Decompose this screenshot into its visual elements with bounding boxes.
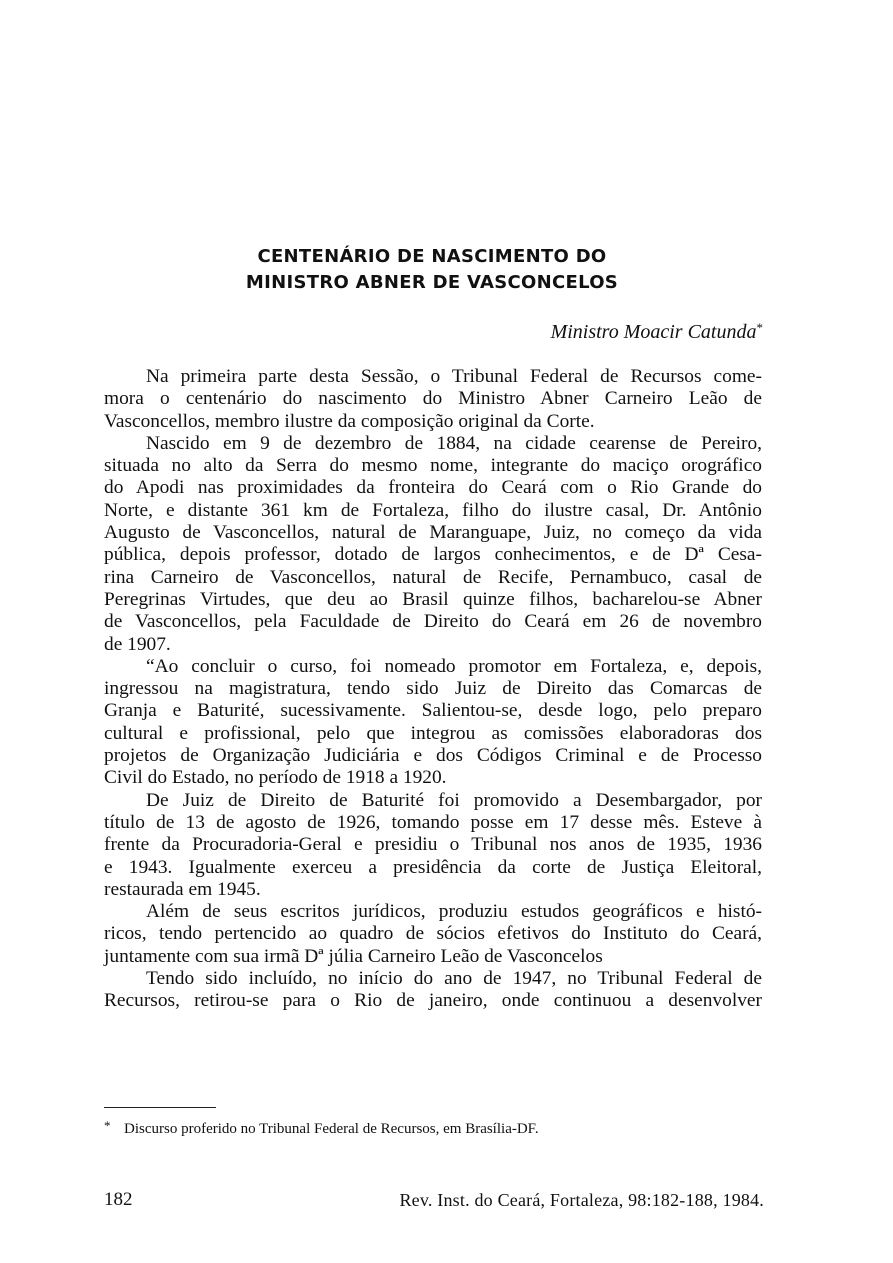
footnote <box>104 1117 539 1138</box>
body-line: Na primeira parte desta Sessão, o Tribunal Federal de Recursos come- <box>146 366 762 387</box>
body-line: do Apodi nas proximidades da fronteira do Ceará com o Rio Grande do <box>104 477 762 499</box>
body-line: Recursos, retirou-se para o Rio de janeiro, onde continuou a desenvolver <box>104 990 762 1012</box>
body-line: de Vasconcellos, pela Faculdade de Direito do Ceará em 26 de novembro <box>104 611 762 633</box>
body-line: frente da Procuradoria-Geral e presidiu o Tribunal nos anos de 1935, 1936 <box>104 834 762 856</box>
body-line: Norte, e distante 361 km de Fortaleza, filho do ilustre casal, Dr. Antônio <box>104 499 762 521</box>
body-line: Além de seus escritos jurídicos, produziu estudos geográficos e histó- <box>146 901 762 923</box>
body-line: Nascido em 9 de dezembro de 1884, na cidade cearense de Pereiro, <box>146 432 762 454</box>
body-line: situada no alto da Serra do mesmo nome, integrante do maciço orográfico <box>104 455 762 477</box>
body-line: ricos, tendo pertencido ao quadro de sócios efetivos do Instituto do Ceará, <box>104 923 762 945</box>
body-line: ingressou na magistratura, tendo sido Juiz de Direito das Comarcas de <box>104 678 762 700</box>
body-line: título de 13 de agosto de 1926, tomando posse em 17 desse mês. Esteve à <box>104 811 762 833</box>
author-footnote-mark: * <box>756 320 763 335</box>
author-byline <box>551 316 763 344</box>
footnote-mark: * <box>104 1118 111 1133</box>
body-line: pública, depois professor, dotado de largos conhecimentos, e de Dª Cesa- <box>104 544 762 566</box>
body-line: De Juiz de Direito de Baturité foi promovido a Desembargador, por <box>146 789 762 811</box>
body-line: e 1943. Igualmente exerceu a presidência da corte de Justiça Eleitoral, <box>104 856 762 878</box>
article-body <box>104 366 762 1013</box>
body-line: rina Carneiro de Vasconcellos, natural de Recife, Pernambuco, casal de <box>104 566 762 588</box>
body-line: “Ao concluir o curso, foi nomeado promotor em Fortaleza, e, depois, <box>146 655 762 677</box>
body-line: Civil do Estado, no período de 1918 a 1920. <box>104 767 447 789</box>
journal-citation: Rev. Inst. do Ceará, Fortaleza, 98:182-188, 1984. <box>399 1190 764 1210</box>
footnote-separator <box>104 1107 216 1108</box>
article-title <box>104 244 760 296</box>
title-line-2: MINISTRO ABNER DE VASCONCELOS <box>245 272 619 293</box>
body-line: Granja e Baturité, sucessivamente. Salientou-se, desde logo, pelo preparo <box>104 700 762 722</box>
body-line: mora o centenário do nascimento do Ministro Abner Carneiro Leão de <box>104 388 762 410</box>
body-line: Tendo sido incluído, no início do ano de 1947, no Tribunal Federal de <box>146 968 762 990</box>
page-number: 182 <box>104 1189 133 1210</box>
body-line: de 1907. <box>104 633 171 655</box>
footnote-text: Discurso proferido no Tribunal Federal de Recursos, em Brasília-DF. <box>124 1121 539 1137</box>
body-line: projetos de Organização Judiciária e dos Códigos Criminal e de Processo <box>104 745 762 767</box>
body-line: Vasconcellos, membro ilustre da composição original da Corte. <box>104 410 595 432</box>
body-line: cultural e profissional, pelo que integrou as comissões elaboradoras dos <box>104 722 762 744</box>
title-line-1: CENTENÁRIO DE NASCIMENTO DO <box>257 246 607 267</box>
body-line: Augusto de Vasconcellos, natural de Maranguape, Juiz, no começo da vida <box>104 522 762 544</box>
body-line: Peregrinas Virtudes, que deu ao Brasil quinze filhos, bacharelou-se Abner <box>104 588 762 610</box>
body-line: restaurada em 1945. <box>104 878 261 900</box>
body-line: juntamente com sua irmã Dª júlia Carneiro Leão de Vasconcelos <box>104 945 603 967</box>
author-name: Ministro Moacir Catunda <box>550 321 757 343</box>
